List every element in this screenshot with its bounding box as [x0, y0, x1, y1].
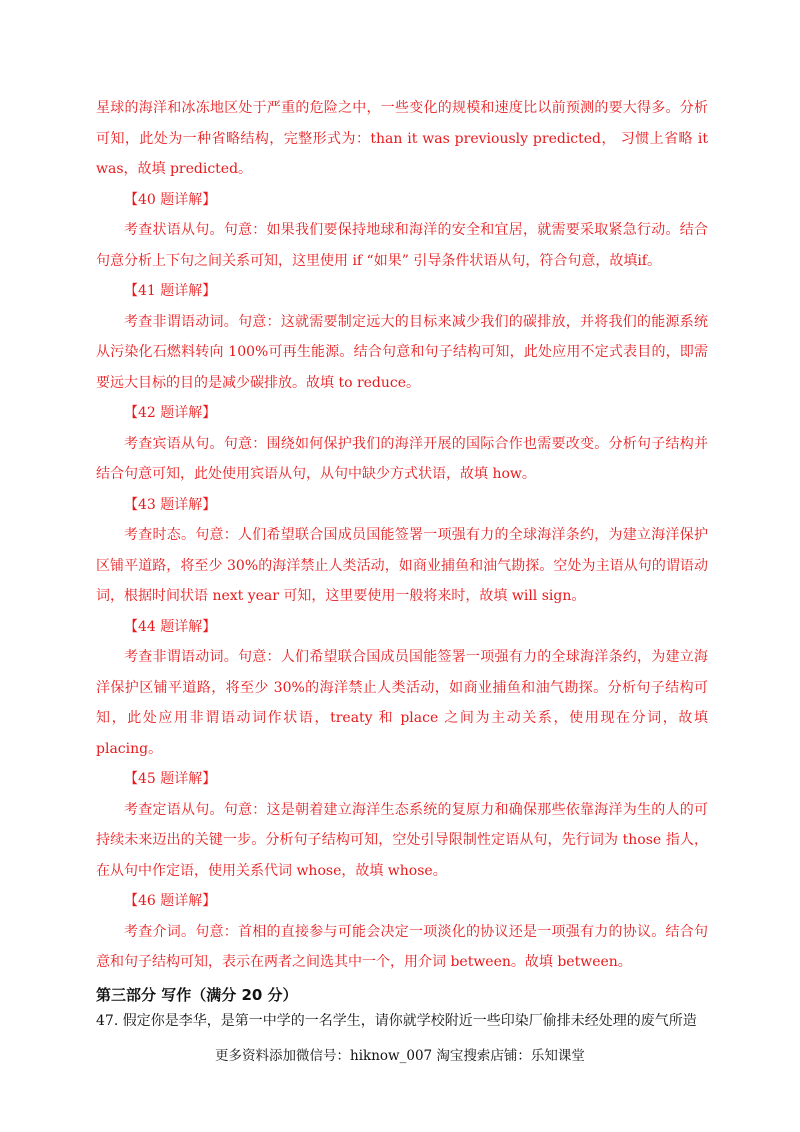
explanation-text-43: 考查时态。句意：人们希望联合国成员国能签署一项强有力的全球海洋条约，为建立海洋保护区铺平道路，将至少 30%的海洋禁止人类活动，如商业捕鱼和油气勘探。空处为主语从句的谓语动词，根据时间状语 next year 可知，这里要使用一般将来时，故填 will sign。: [96, 527, 708, 604]
explanation-text-46: 考查介词。句意：首相的直接参与可能会决定一项淡化的协议还是一项强有力的协议。结合句意和句子结构可知，表示在两者之间选其中一个，用介词 between。故填 between。: [96, 923, 708, 970]
intro-paragraph: 星球的海洋和冰冻地区处于严重的危险之中，一些变化的规模和速度比以前预测的要大得多。分析可知，此处为一种省略结构，完整形式为：than it was previously predicted， 习惯上省略 it was，故填 predicted。: [96, 100, 708, 177]
explanation-text-44: 考查非谓语动词。句意：人们希望联合国成员国能签署一项强有力的全球海洋条约，为建立海洋保护区铺平道路，将至少 30%的海洋禁止人类活动，如商业捕鱼和油气勘探。分析句子结构可知，此处应用非谓语动词作状语，treaty 和 place 之间为主动关系，使用现在分词，故填 placing。: [96, 649, 708, 757]
explanation-heading-41: 【41 题详解】: [124, 283, 217, 299]
section-title: 第三部分 写作（满分 20 分）: [96, 986, 298, 1004]
writing-question: 47. 假定你是李华，是第一中学的一名学生，请你就学校附近一些印染厂偷排未经处理的废气所造: [96, 1013, 697, 1029]
explanation-heading-42: 【42 题详解】: [124, 405, 217, 421]
explanation-heading-46: 【46 题详解】: [124, 893, 217, 909]
explanation-heading-43: 【43 题详解】: [124, 496, 217, 513]
explanation-heading-45: 【45 题详解】: [124, 771, 217, 787]
explanation-text-45: 考查定语从句。句意：这是朝着建立海洋生态系统的复原力和确保那些依靠海洋为生的人的可持续未来迈出的关键一步。分析句子结构可知，空处引导限制性定语从句，先行词为 those 指人，在从句中作定语，使用关系代词 whose，故填 whose。: [96, 801, 708, 879]
explanation-heading-44: 【44 题详解】: [124, 618, 217, 635]
explanation-text-41: 考查非谓语动词。句意：这就需要制定远大的目标来减少我们的碳排放，并将我们的能源系统从污染化石燃料转向 100%可再生能源。结合句意和句子结构可知，此处应用不定式表目的，即需要远大目标的目的是减少碳排放。故填 to reduce。: [96, 313, 708, 391]
explanation-text-42: 考查宾语从句。句意：围绕如何保护我们的海洋开展的国际合作也需要改变。分析句子结构并结合句意可知，此处使用宾语从句，从句中缺少方式状语，故填 how。: [96, 435, 708, 482]
explanation-text-40: 考查状语从句。句意：如果我们要保持地球和海洋的安全和宜居，就需要采取紧急行动。结合句意分析上下句之间关系可知，这里使用 if “如果” 引导条件状语从句，符合句意，故填if。: [96, 222, 708, 269]
page-footer: 更多资料添加微信号：hiknow_007 淘宝搜索店铺：乐知课堂: [215, 1048, 585, 1064]
answer-explanations: [96, 93, 708, 978]
explanation-heading-40: 【40 题详解】: [124, 191, 217, 208]
